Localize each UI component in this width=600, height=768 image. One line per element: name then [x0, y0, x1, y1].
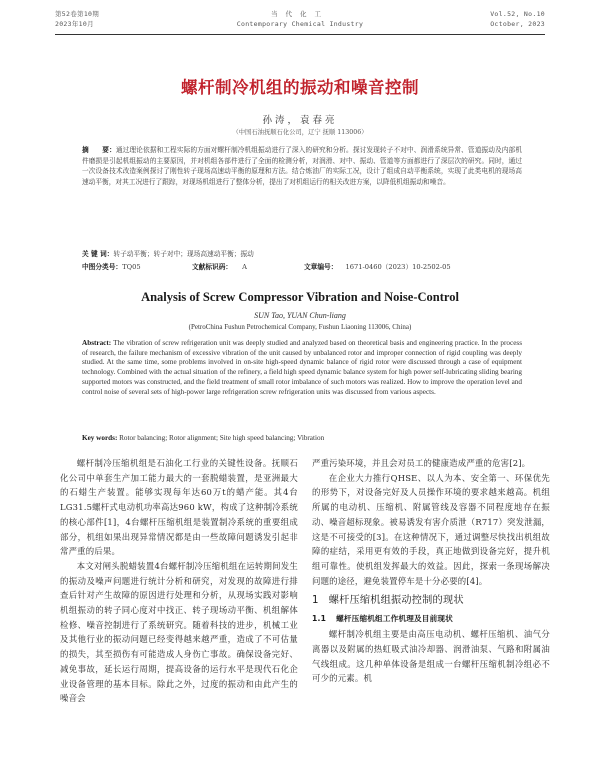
abstract-en: [82, 339, 522, 397]
abstract-cn: [82, 145, 522, 188]
abstract-en-label: Abstract:: [82, 339, 112, 347]
journal-issue-info: Vol.52, No.10 October, 2023: [490, 10, 545, 28]
authors-cn: 孙涛，袁春亮: [262, 115, 338, 126]
clc-item: 中图分类号：TQ05: [82, 263, 141, 271]
abstract-cn-text: 通过理论依据和工程实际的方面对螺杆制冷机组振动进行了深入的研究和分析。探讨发现转子不对中、润滑系统异常、管道振动及内部机件磨损是引起机组振动的主要原因，并对机组各部件进行了全面的检测分析，对润滑、对中、振动、管道等方面都进行了深层次的研究。同时，通过一次设备技术改造案例探讨了刚性转子现场高速动平衡的原理和方法。结合炼油厂的实际工况，设计了组成自动平衡系统，实现了此类电机的现场高速动平衡，对其工况进行了跟踪，对现场机组进行了整体分析，提出了对机组运行的相关改进方案，以降低机组振动和噪音。: [82, 146, 523, 187]
keywords-cn-text: 转子动平衡；转子对中；现场高速动平衡；振动: [113, 250, 254, 258]
section-heading-1: 1 螺杆压缩机组振动控制的现状: [312, 595, 464, 607]
section-heading-1-1: 1.1 螺杆压缩机组工作机理及目前现状: [312, 614, 453, 624]
doc-code-item: 文献标识码： A: [192, 263, 247, 271]
body-column-right: [312, 456, 550, 686]
running-header: [55, 7, 545, 35]
affiliation-cn: （中国石油抚顺石化公司，辽宁 抚顺 113006）: [232, 129, 368, 136]
authors-en: SUN Tao, YUAN Chun-liang: [254, 311, 346, 320]
keywords-cn: [82, 249, 522, 259]
paper-title-cn: 螺杆制冷机组的振动和噪音控制: [181, 78, 419, 97]
body-paragraph: 严重污染环境，并且会对员工的健康造成严重的危害[2]。: [312, 458, 531, 468]
journal-volume-info: 第52卷第10期 2023年10月: [55, 10, 100, 28]
body-paragraph: 螺杆制冷机组主要是由高压电动机、螺杆压缩机、油气分离器以及附属的热虹吸式油冷却器、润滑油泵、气路和附属油气线组成。这几种单体设备是组成一台螺杆压缩机制冷组必不可少的元素。机: [312, 629, 550, 684]
body-paragraph: 本文对闸头脱蜡装置4台螺杆制冷压缩机组在运转期间发生的振动及噪声问题进行统计分析和研究，对发现的故障进行排查后针对产生故障的原因进行处理和分析，从现场实践对影响机组振动的转子同心度对中找正、转子现场动平衡、机组解体检修、噪音控制进行了系统研究。随着科技的进步，机械工业及其他行业的振动问题已经变得越来越严重，造成了不可估量的损失，其至损伤有可能造成人身伤亡事故。确保设备完好、减免事故，延长运行周期，提高设备的运行水平是现代石化企业设备管理的基本目标。除此之外，过度的振动和由此产生的噪音会: [60, 560, 298, 704]
body-column-left: [60, 456, 298, 706]
body-paragraph: 螺杆制冷压缩机组是石油化工行业的关键性设备。抚顺石化公司中单套生产加工能力最大的一套脱蜡装置，是亚洲最大的石蜡生产装置。能够实现每年达60万t的蜡产能。其4台LG31.5螺杆式电动机功率高达960 kW，构成了这种制冷系统的核心部件[1]，4台螺杆压缩机组是装置制冷系统的重要组成部分，机组如果出现异常情况都是由一些故障问题诱发引起非常严重的后果。: [60, 458, 298, 557]
keywords-cn-label: 关 键 词：: [82, 250, 114, 258]
article-no-item: 文章编号： 1671-0460（2023）10-2502-05: [304, 263, 451, 271]
keywords-en-label: Key words:: [82, 434, 118, 442]
body-paragraph: 在企业大力推行QHSE、以人为本、安全第一、环保优先的形势下，对设备完好及人员操作环境的要求越来越高。机组所属的电动机、压缩机、附属管线及容器不同程度地存在振动、噪音超标现象。被易诱发有害介质泄（R717）突发泄漏，这是不可接受的[3]。在这种情况下，通过调整尽快找出机组故障的症结，采用更有效的手段，真正地做到设备完好，提升机组可靠性。使机组发挥最大的效益。因此，探索一条现场解决问题的途径，避免装置停车是十分必要的[4]。: [312, 472, 550, 586]
abstract-en-text: The vibration of screw refrigeration unit was deeply studied and analyzed based on theoretical basis and engineering practice. In the process of research, the failure mechanism of excessive vibration of the unit caused by unbalanced rotor and improper connection of rigid coupling was deeply studied. At the same time, some problems involved in on-site high-speed dynamic balance of rigid rotor were discussed through a case of equipment technology. Combined with the actual situation of the refinery, a field high speed dynamic balance system for high power self-lubricating sliding bearing supported motors was constructed, and the field treatment of small rotor imbalance of such motors was realized. How to improve the operation level and control noise of several sets of high-power large refrigeration screw refrigeration units was discussed from various aspects.: [82, 339, 522, 396]
paper-title-en: Analysis of Screw Compressor Vibration and Noise-Control: [141, 290, 459, 304]
keywords-en: [82, 433, 522, 443]
header-rule: [55, 34, 545, 35]
affiliation-en: (PetroChina Fushun Petrochemical Company, Fushun Liaoning 113006, China): [188, 323, 412, 331]
abstract-cn-label: 摘 要：: [82, 146, 116, 154]
keywords-en-text: Rotor balancing; Rotor alignment; Site high speed balancing; Vibration: [119, 434, 325, 442]
journal-name: 当代化工 Contemporary Chemical Industry: [236, 10, 364, 28]
